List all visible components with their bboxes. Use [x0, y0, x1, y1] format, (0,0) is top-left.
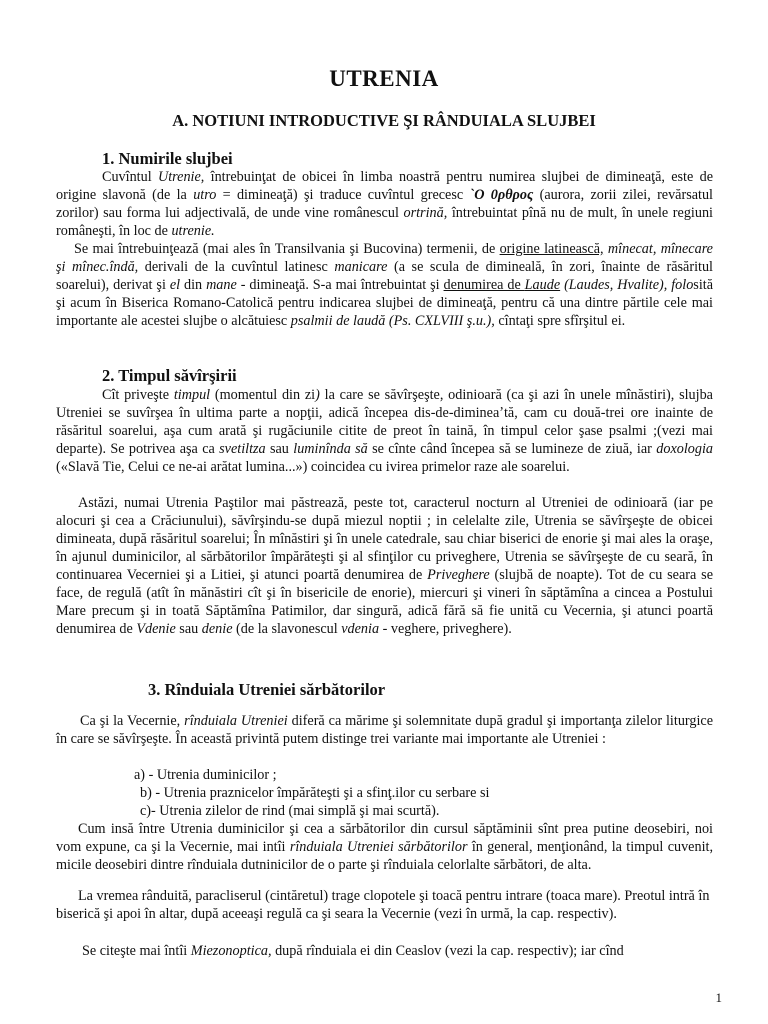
text-run: psalmii de laudă (Ps. CXLVIII ş.u.), [290, 313, 495, 329]
text-run: Cît priveşte [102, 387, 174, 403]
text-run: mînecat, mînecare şi mînec.îndă, [56, 241, 713, 275]
text-run: Priveghere [427, 567, 490, 583]
paragraph [56, 168, 713, 240]
paragraph [56, 942, 713, 960]
text-run: Ca şi la Vecernie, [80, 713, 185, 729]
text-run: (de la slavonescul [232, 621, 342, 637]
text-run: sită şi acum în Biserica Romano-Catolică pentru indicarea slujbei de dimineaţă, pentru că una dintre părtile cele mai importante ale acestei slujbe o alcătuiesc [56, 277, 713, 329]
text-run: sau [175, 621, 202, 637]
paragraph: La vremea rânduită, paracliserul (cintăretul) trage clopotele şi toacă pentru intrare (toaca mare). Preotul intră în biserică şi apoi în altar, după aceeaşi regulă ca şi seara la Vecernie (vezi în urmă, la cap. respectiv). [56, 888, 710, 922]
paragraph [56, 820, 713, 874]
text-run: rînduiala Utreniei [184, 713, 288, 729]
text-run: derivali de la cuvîntul latinesc [138, 259, 335, 275]
text-run: manicare [334, 259, 388, 275]
text-run: el [169, 277, 181, 293]
list-item: b) - Utrenia praznicelor împărăteşti şi a sfinţ.ilor cu serbare si [140, 785, 490, 801]
text-run: doxologia [656, 441, 713, 457]
text-run: - dimineaţă. S-a mai întrebuintat şi [236, 277, 444, 293]
text-run: întrebuintat pînă nu de mult, în unele regiuni româneşti, în loc de [56, 205, 713, 239]
list-item: c)- Utrenia zilelor de rind (mai simplă şi mai scurtă). [140, 803, 440, 819]
text-run: ortrină, [403, 205, 448, 221]
text-run: Vdenie [136, 621, 176, 637]
text-run: rînduiala Utreniei sărbătorilor [289, 839, 468, 855]
text-run: Astăzi, numai Utrenia Paştilor mai păstrează, peste tot, caracterul nocturn al Utreniei de odinioară (iar pe alocuri şi cea a Crăciunului), săvîrşindu-se după miezul noptii ; in celelalte zile, Utrenia se săvîrşeşte de obicei dimineata, după răsăritul soarelui; În mînăstiri şi în unele catedrale, sau chiar biserici de enorie şi mai ales la oraşe, în ajunul duminicilor, al sărbătorilor împărăteşti şi al sfinţilor cu priveghere, Utrenia se săvîrşeşte de cu seară, în continuarea Vecerniei şi a Litiei, şi atunci poartă denumirea de [56, 495, 713, 583]
section-1-heading: 1. Numirile slujbei [102, 149, 233, 168]
text-run: Miezonoptica, [190, 943, 272, 959]
page-title: UTRENIA [329, 66, 439, 91]
text-run: cîntaţi spre sfîrşitul ei. [494, 313, 626, 329]
section-2-heading: 2. Timpul săvîrşirii [102, 366, 237, 385]
text-run: utro [193, 187, 217, 203]
text-run: Cuvîntul [102, 169, 158, 185]
text-run: luminînda să [293, 441, 368, 457]
text-run: mane [206, 277, 237, 293]
text-run: (aurora, zorii zilei, revărsatul zorilor) sau forma lui adjectivală, de unde vine românescul [56, 187, 713, 221]
text-run: (a se scula de dimineală, în zori, înainte de răsăritul soarelui), derivat şi [56, 259, 713, 293]
greek-word: `O 0ρθρος [469, 187, 534, 203]
text-run: Se citeşte mai întîi [82, 943, 191, 959]
text-run: timpul [173, 387, 211, 403]
paragraph [56, 494, 713, 638]
paragraph [56, 240, 713, 330]
underlined-text: Laude [524, 277, 561, 293]
text-run: se cînte când începea să se lumineze de ziuă, iar [367, 441, 657, 457]
text-run: ) [315, 387, 320, 403]
text-run: denie [201, 621, 233, 637]
text-run: (slujbă de noapte). Tot de cu seara se face, de regulă (atît în mănăstiri cît şi în bisericile de enorie), miercuri şi vineri în săptămîna a cincea a Postului Mare precum şi in toată Săptămîna Patimilor, dar singură, adică fără să fie unită cu Vecernia, şi atunci poartă denumirea de [56, 567, 713, 637]
section-3-heading: 3. Rînduiala Utreniei sărbătorilor [148, 680, 386, 699]
text-run: svetiltza [219, 441, 266, 457]
text-run: din [180, 277, 207, 293]
text-run: după rînduiala ei din Ceaslov (vezi la cap. respectiv); iar cînd [271, 943, 624, 959]
text-run: Utrenie, [157, 169, 205, 185]
section-a-heading: A. NOTIUNI INTRODUCTIVE ŞI RÂNDUIALA SLUJBEI [172, 111, 596, 130]
text-run: - veghere, priveghere). [379, 621, 512, 637]
text-run: vdenia [341, 621, 380, 637]
page-number: 1 [715, 990, 722, 1005]
text-run: diferă ca mărime şi solemnitate după gradul şi importanţa zilelor liturgice în care se săvîrşeşte. În această privintă putem distinge trei variante mai importante ale Utreniei : [56, 713, 714, 747]
paragraph [56, 712, 713, 748]
text-run: sau [265, 441, 294, 457]
text-run: (momentul din zi [210, 387, 316, 403]
text-run: Se mai întrebuinţează (mai ales în Transilvania şi Bucovina) termenii, de [74, 241, 500, 257]
text-run: folo [667, 277, 694, 293]
underlined-text: denumirea de [443, 277, 525, 293]
text-run: (Laudes, Hvalite), [560, 277, 668, 293]
text-run: întrebuinţat de obicei în limba noastră pentru numirea slujbei de dimineaţă, este de origine slavonă (de la [56, 169, 713, 203]
text-run: = dimineaţă) şi traduce cuvîntul grecesc [216, 187, 470, 203]
text-run: la care se săvîrşeşte, odinioară (ca şi azi în unele mînăstiri), slujba Utreniei se suvîrşea în ultima parte a nopţii, adică începea dis-de-dimineaʼtă, cam cu două-trei ore inainte de răsăritul soarelui, aşa cum arată şi rugăciunile citite de preot în taină, în timpul celor şase psalmi ;(vezi mai departe). Se potrivea aşa ca [56, 387, 713, 457]
paragraph [56, 386, 713, 476]
text-run: («Slavă Tie, Celui ce ne-ai arătat lumina...») coincidea cu ivirea primelor raze ale soarelui. [56, 459, 570, 475]
text-run: Cum insă între Utrenia duminicilor şi cea a sărbătorilor din cursul săptăminii sînt prea putine deosebiri, noi vom expune, ca şi la Vecernie, mai intîi [56, 821, 713, 855]
list-item: a) - Utrenia duminicilor ; [134, 767, 277, 783]
text-run: utrenie. [171, 223, 215, 239]
underlined-text: origine latinească, [499, 241, 604, 257]
text-run: în general, menţionând, la timpul cuvenit, micile deosebiri dintre rînduiala dutninicilor de o parte şi rînduiala celorlalte sărbători, de alta. [56, 839, 713, 873]
